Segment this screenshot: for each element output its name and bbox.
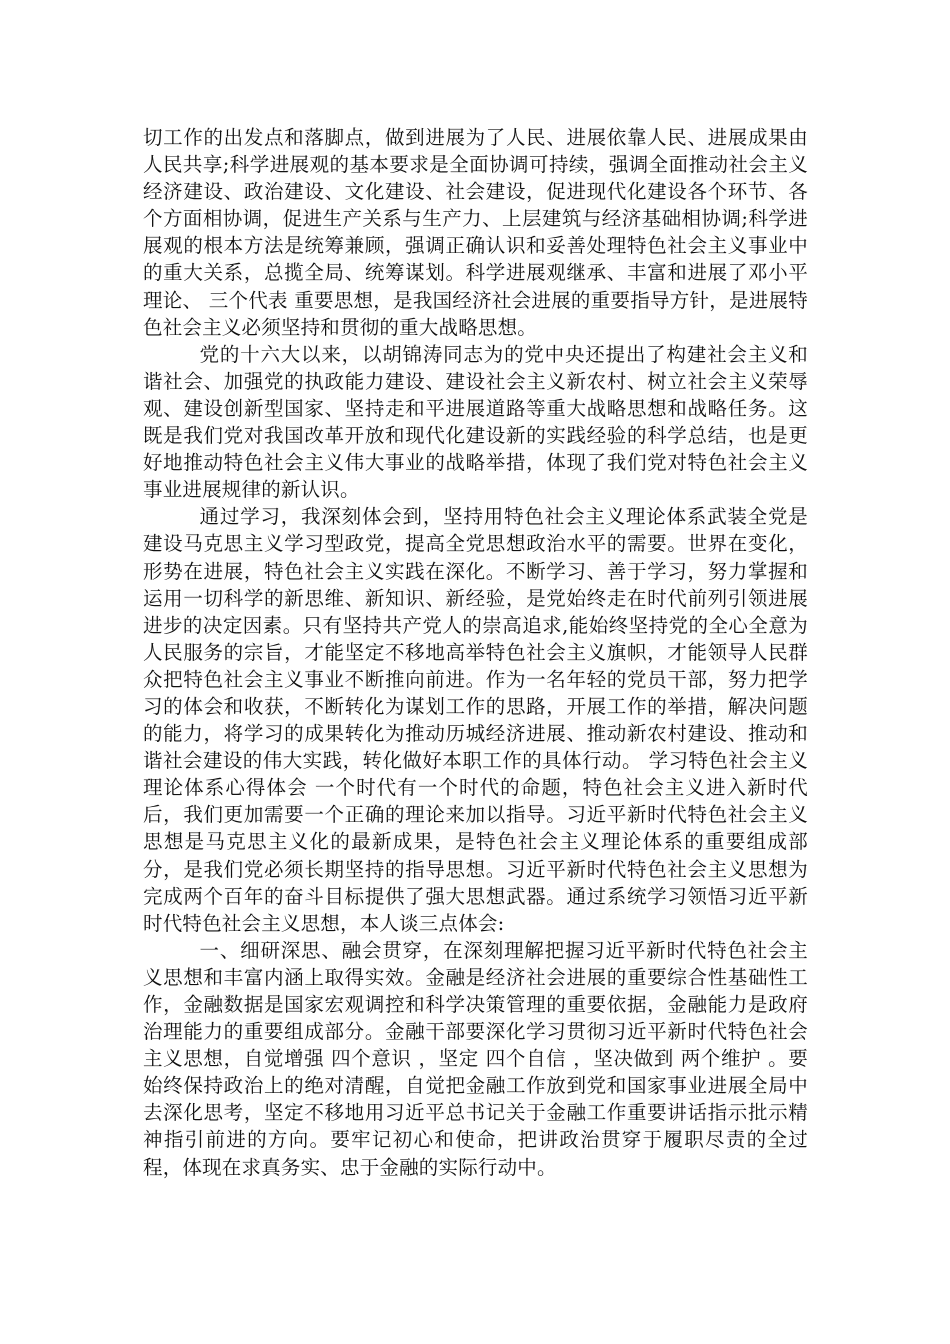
paragraph-2: 党的十六大以来，以胡锦涛同志为的党中央还提出了构建社会主义和谐社会、加强党的执政能力建设、建设社会主义新农村、树立社会主义荣辱观、建设创新型国家、坚持走和平进展道路等重大战略思想和战略任务。这既是我们党对我国改革开放和现代化建设新的实践经验的科学总结，也是更好地推动特色社会主义伟大事业的战略举措，体现了我们党对特色社会主义事业进展规律的新认识。 [143,342,808,502]
paragraph-3: 通过学习，我深刻体会到，坚持用特色社会主义理论体系武装全党是建设马克思主义学习型政党，提高全党思想政治水平的需要。世界在变化，形势在进展，特色社会主义实践在深化。不断学习、善于学习，努力掌握和运用一切科学的新思维、新知识、新经验，是党始终走在时代前列引领进展进步的决定因素。只有坚持共产党人的崇高追求,能始终坚持党的全心全意为人民服务的宗旨，才能坚定不移地高举特色社会主义旗帜，才能领导人民群众把特色社会主义事业不断推向前进。作为一名年轻的党员干部，努力把学习的体会和收获，不断转化为谋划工作的思路，开展工作的举措，解决问题的能力，将学习的成果转化为推动历城经济进展、推动新农村建设、推动和谐社会建设的伟大实践，转化做好本职工作的具体行动。 学习特色社会主义理论体系心得体会 一个时代有一个时代的命题，特色社会主义进入新时代后，我们更加需要一个正确的理论来加以指导。习近平新时代特色社会主义思想是马克思主义化的最新成果，是特色社会主义理论体系的重要组成部分，是我们党必须长期坚持的指导思想。习近平新时代特色社会主义思想为完成两个百年的奋斗目标提供了强大思想武器。通过系统学习领悟习近平新时代特色社会主义思想，本人谈三点体会: [143,505,808,935]
paragraph-1: 切工作的出发点和落脚点，做到进展为了人民、进展依靠人民、进展成果由人民共享;科学进展观的基本要求是全面协调可持续，强调全面推动社会主义经济建设、政治建设、文化建设、社会建设，促进现代化建设各个环节、各个方面相协调，促进生产关系与生产力、上层建筑与经济基础相协调;科学进展观的根本方法是统筹兼顾，强调正确认识和妥善处理特色社会主义事业中的重大关系，总揽全局、统筹谋划。科学进展观继承、丰富和进展了邓小平理论、 三个代表 重要思想，是我国经济社会进展的重要指导方针，是进展特色社会主义必须坚持和贯彻的重大战略思想。 [143,126,808,339]
document-page [143,124,808,1181]
paragraph-4: 一、细研深思、融会贯穿，在深刻理解把握习近平新时代特色社会主义思想和丰富内涵上取得实效。金融是经济社会进展的重要综合性基础性工作，金融数据是国家宏观调控和科学决策管理的重要依据，金融能力是政府治理能力的重要组成部分。金融干部要深化学习贯彻习近平新时代特色社会主义思想，自觉增强 四个意识 ，坚定 四个自信 ，坚决做到 两个维护 。要始终保持政治上的绝对清醒，自觉把金融工作放到党和国家事业进展全局中去深化思考，坚定不移地用习近平总书记关于金融工作重要讲话指示批示精神指引前进的方向。要牢记初心和使命，把讲政治贯穿于履职尽责的全过程，体现在求真务实、忠于金融的实际行动中。 [143,938,808,1179]
